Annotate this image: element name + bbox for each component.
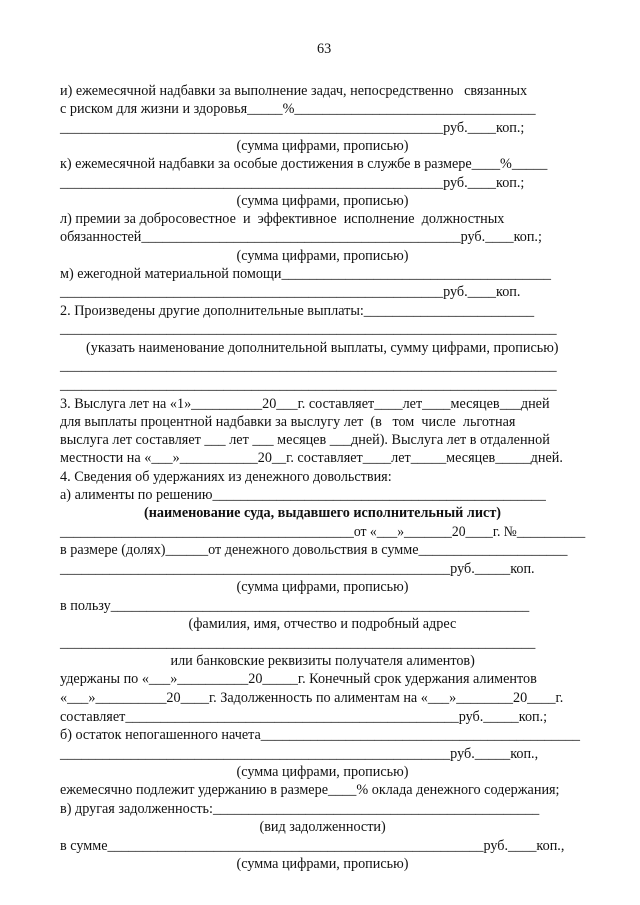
form-line: обязанностей_____________________________________________руб.____коп.;	[60, 229, 542, 245]
form-caption: (фамилия, имя, отчество и подробный адрес	[188, 616, 457, 632]
form-line: ______________________________________________________руб.____коп.;	[60, 175, 525, 191]
form-caption: или банковские реквизиты получателя алиментов)	[170, 653, 475, 669]
form-line: а) алименты по решению_______________________________________________	[60, 487, 546, 503]
form-line: «___»__________20____г. Задолженность по алиментам на «___»________20____г.	[60, 690, 564, 706]
form-line: ______________________________________________________________________	[60, 358, 557, 374]
form-caption: (сумма цифрами, прописью)	[236, 248, 409, 264]
form-line: _______________________________________________________руб._____коп.,	[60, 746, 539, 762]
form-line: л) премии за добросовестное и эффективное исполнение должностных	[60, 211, 505, 227]
form-line: в пользу___________________________________________________________	[60, 598, 530, 614]
form-line: 3. Выслуга лет на «1»__________20___г. составляет____лет____месяцев___дней	[60, 396, 550, 412]
form-line: ___________________________________________________________________	[60, 635, 536, 651]
form-line: 4. Сведения об удержаниях из денежного довольствия:	[60, 469, 392, 485]
form-caption: (сумма цифрами, прописью)	[236, 579, 409, 595]
form-line: ___________________________________________от «___»_______20____г. №__________	[60, 524, 586, 540]
form-line: удержаны по «___»__________20_____г. Конечный срок удержания алиментов	[60, 671, 537, 687]
form-line: 2. Произведены другие дополнительные выплаты:________________________	[60, 303, 535, 319]
form-line: ежемесячно подлежит удержанию в размере____% оклада денежного содержания;	[60, 782, 560, 798]
form-caption: (сумма цифрами, прописью)	[236, 138, 409, 154]
form-line: в) другая задолженность:______________________________________________	[60, 801, 540, 817]
form-line: ______________________________________________________руб.____коп.;	[60, 120, 525, 136]
form-line: составляет_______________________________________________руб._____коп.;	[60, 709, 548, 725]
form-line: б) остаток непогашенного начета_____________________________________________	[60, 727, 581, 743]
form-line: и) ежемесячной надбавки за выполнение задач, непосредственно связанных	[60, 83, 528, 99]
form-caption: (наименование суда, выдавшего исполнительный лист)	[144, 505, 502, 521]
form-line: ______________________________________________________________________	[60, 321, 557, 337]
form-caption: (вид задолженности)	[259, 819, 386, 835]
form-caption: (сумма цифрами, прописью)	[236, 856, 409, 872]
form-caption: (указать наименование дополнительной выплаты, сумму цифрами, прописью)	[86, 340, 559, 356]
form-line: _______________________________________________________руб._____коп.	[60, 561, 535, 577]
form-line: выслуга лет составляет ___ лет ___ месяцев ___дней). Выслуга лет в отдаленной	[60, 432, 550, 448]
page-number: 63	[317, 41, 332, 57]
form-line: м) ежегодной материальной помощи______________________________________	[60, 266, 552, 282]
form-line: ______________________________________________________________________	[60, 377, 557, 393]
form-line: ______________________________________________________руб.____коп.	[60, 284, 521, 300]
form-caption: (сумма цифрами, прописью)	[236, 193, 409, 209]
form-line: в сумме_____________________________________________________руб.____коп.,	[60, 838, 565, 854]
form-line: с риском для жизни и здоровья_____%__________________________________	[60, 101, 536, 117]
form-line: для выплаты процентной надбавки за выслугу лет (в том числе льготная	[60, 414, 516, 430]
form-line: к) ежемесячной надбавки за особые достижения в службе в размере____%_____	[60, 156, 548, 172]
form-line: в размере (долях)______от денежного довольствия в сумме_____________________	[60, 542, 568, 558]
form-line: местности на «___»___________20__г. составляет____лет_____месяцев_____дней.	[60, 450, 563, 466]
form-caption: (сумма цифрами, прописью)	[236, 764, 409, 780]
